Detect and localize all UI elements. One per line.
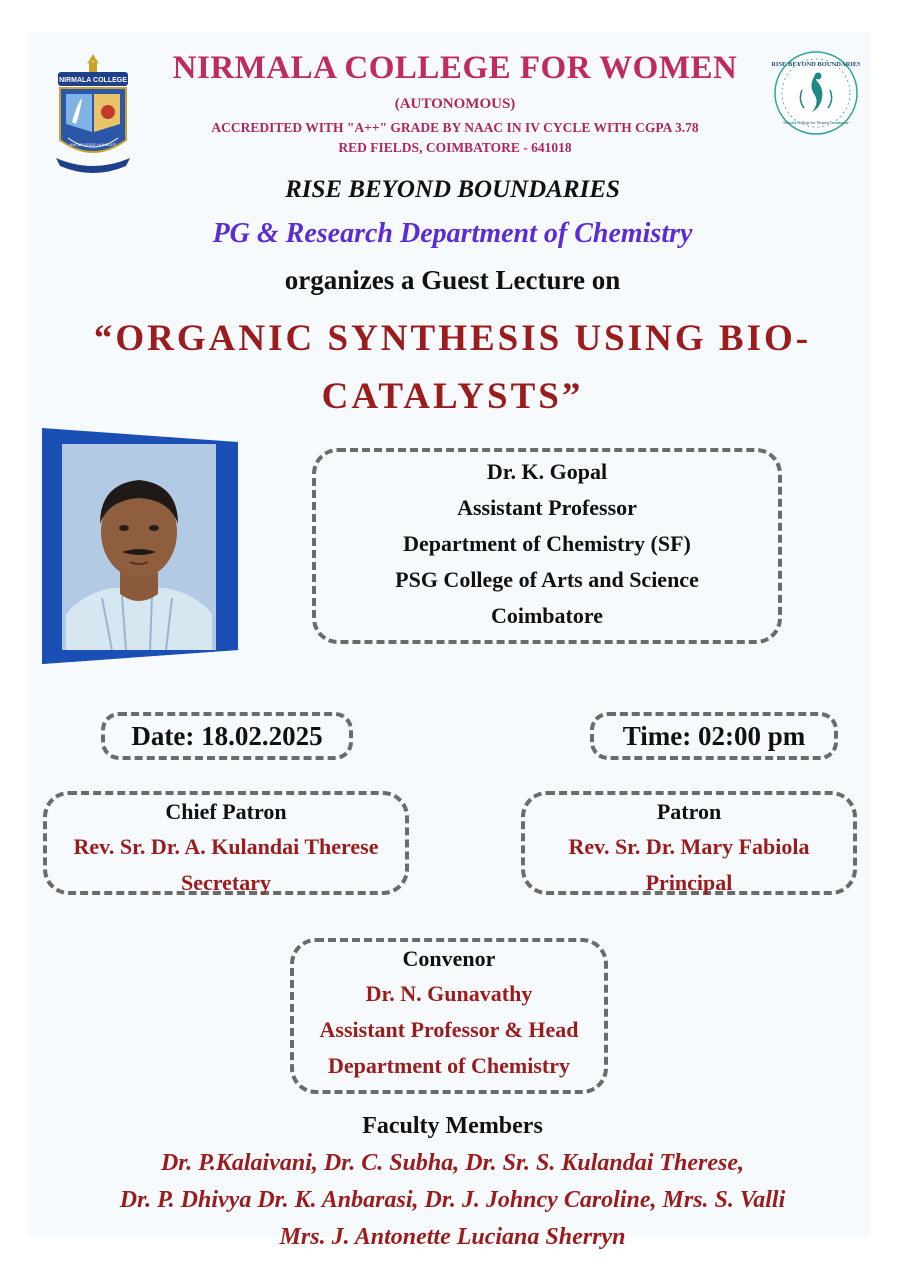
- college-address: RED FIELDS, COIMBATORE - 641018: [338, 140, 572, 155]
- faculty-line: Mrs. J. Antonette Luciana Sherryn: [279, 1224, 626, 1250]
- department-name: PG & Research Department of Chemistry: [212, 218, 693, 249]
- speaker-name: Dr. K. Gopal: [486, 459, 608, 484]
- convenor-box: [290, 938, 608, 1094]
- speaker-details-box: [312, 448, 782, 644]
- faculty-line: Dr. P. Dhivya Dr. K. Anbarasi, Dr. J. Johncy Caroline, Mrs. S. Valli: [119, 1187, 786, 1213]
- accreditation-text: ACCREDITED WITH "A++" GRADE BY NAAC IN IV CYCLE WITH CGPA 3.78: [211, 120, 699, 135]
- chief-patron-name: Rev. Sr. Dr. A. Kulandai Therese: [73, 834, 379, 859]
- patron-title: Principal: [645, 870, 733, 895]
- speaker-department: Department of Chemistry (SF): [403, 531, 691, 556]
- chief-patron-box: [43, 791, 409, 895]
- faculty-line: Dr. P.Kalaivani, Dr. C. Subha, Dr. Sr. S. Kulandai Therese,: [160, 1150, 745, 1176]
- convenor-department: Department of Chemistry: [328, 1053, 570, 1078]
- autonomous-status: (AUTONOMOUS): [394, 96, 516, 112]
- event-time-box: [590, 712, 838, 760]
- speaker-photo: [42, 428, 238, 664]
- patron-name: Rev. Sr. Dr. Mary Fabiola: [568, 834, 810, 859]
- event-date: Date: 18.02.2025: [131, 721, 323, 751]
- speaker-designation: Assistant Professor: [457, 495, 637, 520]
- college-name: NIRMALA COLLEGE FOR WOMEN: [172, 50, 738, 86]
- rbb-logo-subtext: Nirmala College for Women Coimbatore: [783, 120, 849, 125]
- event-date-box: [101, 712, 353, 760]
- speaker-institution: PSG College of Arts and Science: [395, 567, 699, 592]
- crest-motto-text: KNOWLEDGE HUMBLES: [69, 142, 117, 147]
- lecture-title-line-2: CATALYSTS”: [321, 376, 584, 417]
- convenor-name: Dr. N. Gunavathy: [365, 981, 533, 1006]
- rbb-logo-text: RISE BEYOND BOUNDARIES: [772, 61, 860, 68]
- crest-banner-text: NIRMALA COLLEGE: [59, 77, 127, 84]
- speaker-city: Coimbatore: [490, 603, 604, 628]
- faculty-heading: Faculty Members: [362, 1113, 543, 1139]
- organizes-text: organizes a Guest Lecture on: [284, 265, 621, 295]
- lecture-title: [60, 310, 845, 426]
- patron-box: [521, 791, 857, 895]
- rise-beyond-boundaries-logo: [772, 50, 860, 136]
- event-time: Time: 02:00 pm: [622, 721, 806, 751]
- convenor-title: Assistant Professor & Head: [319, 1017, 579, 1042]
- college-crest-logo: [52, 52, 134, 174]
- convenor-role: Convenor: [402, 946, 496, 971]
- patron-role: Patron: [656, 799, 722, 824]
- tagline: RISE BEYOND BOUNDARIES: [285, 176, 620, 203]
- chief-patron-role: Chief Patron: [165, 799, 287, 824]
- lecture-title-line-1: “ORGANIC SYNTHESIS USING BIO-: [93, 318, 812, 359]
- chief-patron-title: Secretary: [181, 870, 271, 895]
